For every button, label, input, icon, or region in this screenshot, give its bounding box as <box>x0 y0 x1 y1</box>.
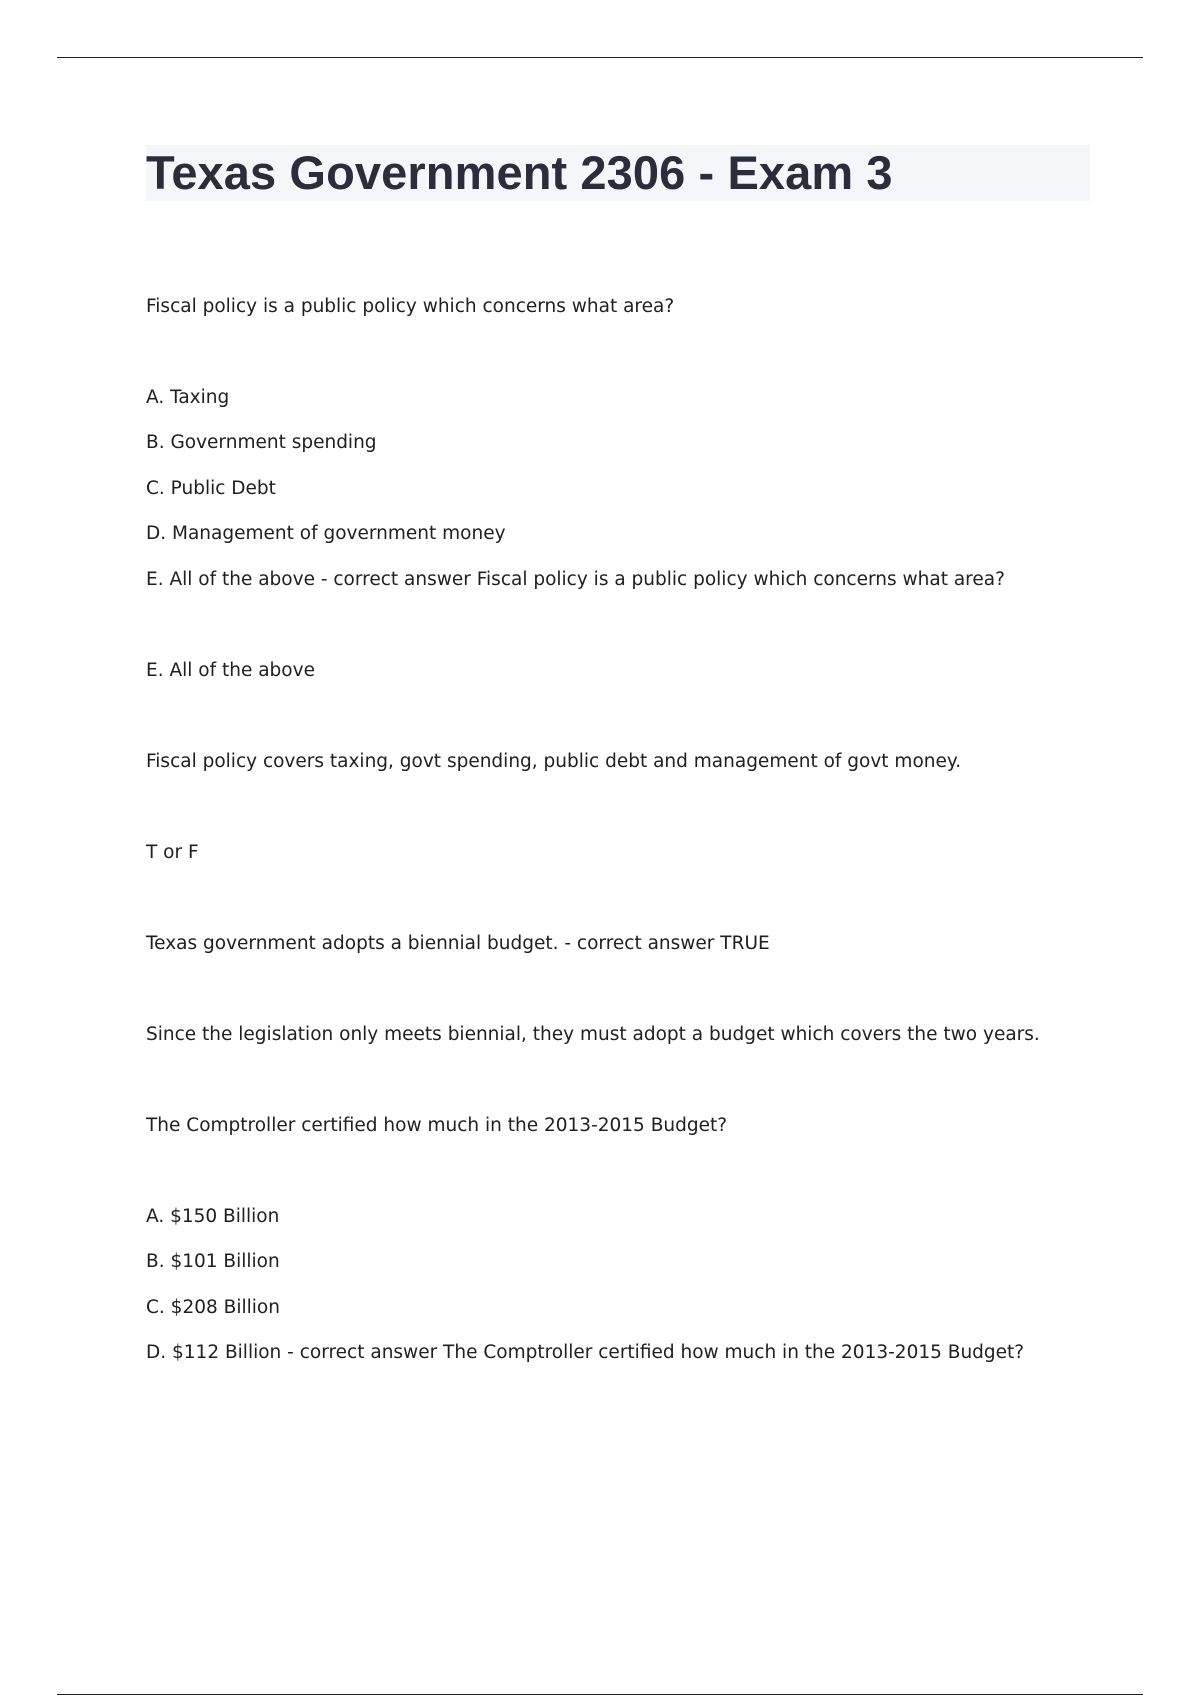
option-b-government-spending: B. Government spending <box>146 432 377 453</box>
option-a-taxing: A. Taxing <box>146 387 230 408</box>
option-c-208-billion: C. $208 Billion <box>146 1297 280 1318</box>
top-rule <box>57 57 1143 58</box>
option-a-150-billion: A. $150 Billion <box>146 1206 280 1227</box>
answer-all-of-the-above: E. All of the above <box>146 660 315 681</box>
bottom-rule <box>57 1694 1143 1695</box>
option-e-correct-answer: E. All of the above - correct answer Fiscal policy is a public policy which concerns what area? <box>146 569 1005 590</box>
option-d-management: D. Management of government money <box>146 523 506 544</box>
question-biennial-budget: Texas government adopts a biennial budget. - correct answer TRUE <box>146 933 770 954</box>
option-c-public-debt: C. Public Debt <box>146 478 276 499</box>
question-comptroller: The Comptroller certified how much in the 2013-2015 Budget? <box>146 1115 728 1136</box>
explanation-biennial: Since the legislation only meets biennial, they must adopt a budget which covers the two years. <box>146 1024 1040 1045</box>
option-d-112-billion-correct-answer: D. $112 Billion - correct answer The Comptroller certified how much in the 2013-2015 Budget? <box>146 1342 1025 1363</box>
option-b-101-billion: B. $101 Billion <box>146 1251 280 1272</box>
explanation-fiscal-policy: Fiscal policy covers taxing, govt spending, public debt and management of govt money. <box>146 751 962 772</box>
question-type-true-false: T or F <box>146 842 199 863</box>
page-title: Texas Government 2306 - Exam 3 <box>146 146 893 199</box>
question-fiscal-policy: Fiscal policy is a public policy which concerns what area? <box>146 296 675 317</box>
